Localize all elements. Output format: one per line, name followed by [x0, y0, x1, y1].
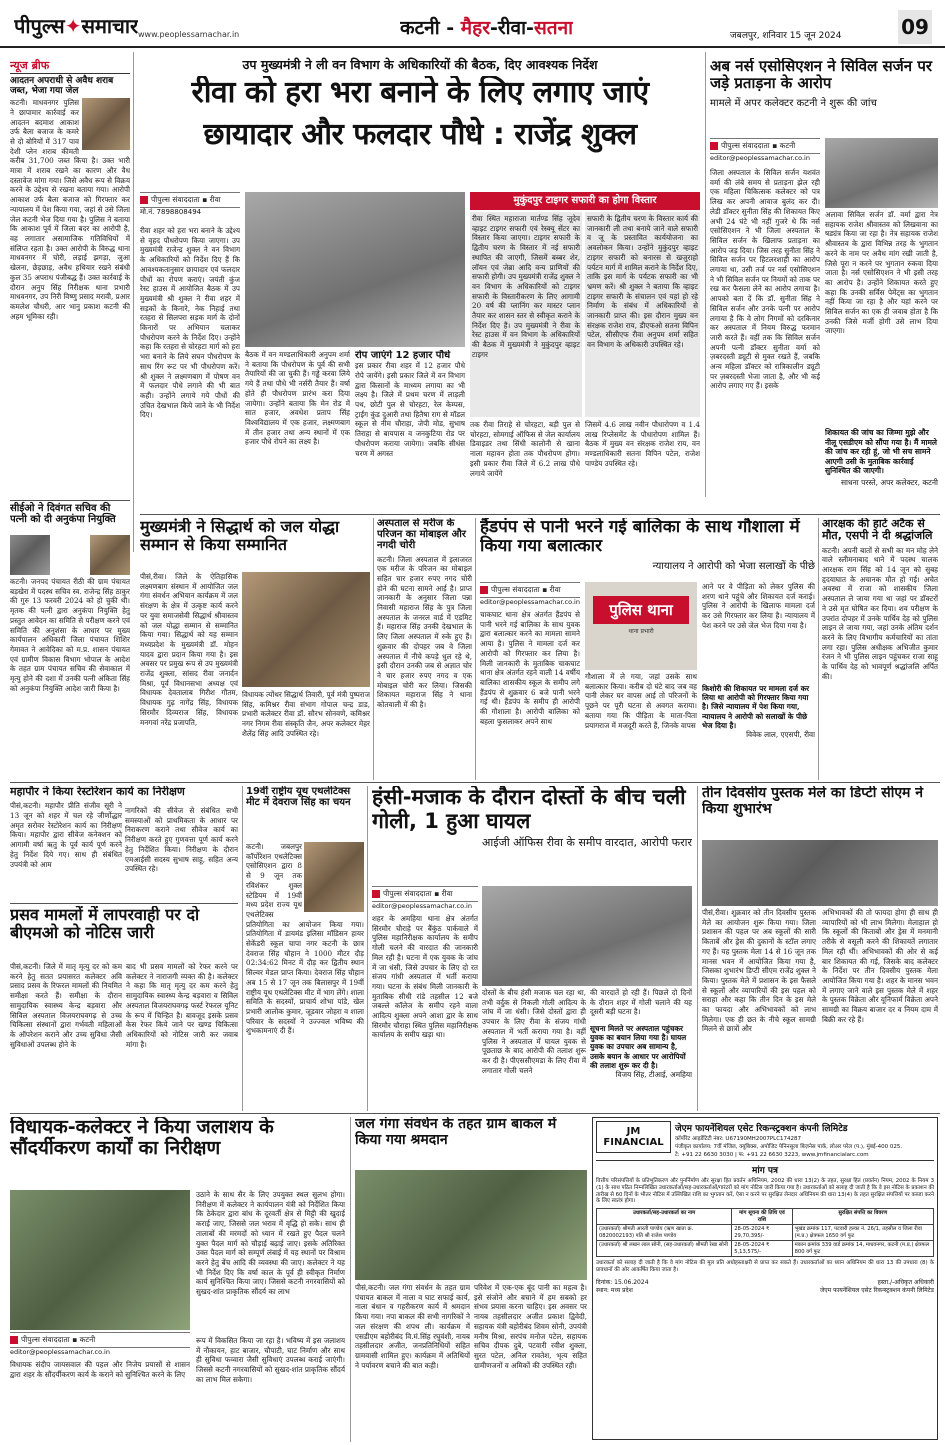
newspaper-logo: पीपुल्स✦समाचार: [14, 14, 139, 38]
nurse-subhead: मामले में अपर कलेक्टर कटनी ने शुरू की जांच: [710, 97, 877, 109]
hospital-theft-body: कटनी। जिला अस्पताल में इलाजरत एक मरीज के परिजन का मोबाइल सहित चार हजार रुपए नगद चोरी होने की घटना सामने आई है। प्राप्त जानकारी के अनुसार जिला पन्ना निवासी महाराज सिंह के पुत्र जिला अस्पताल के जनरल वार्ड में एडमिट हैं। महाराज सिंह उनकी देखभाल के लिए जिला अस्पताल में रुके हुए हैं। शुक्रवार की दोपहर जब वे जिला अस्पताल में नीचे कपड़े धुल रहे थे, इसी दौरान उनकी जब से अज्ञात चोर ने चार हजार रुपए नगद व एक मोबाइल चोरी कर लिया। जिसकी शिकायत महाराज सिंह ने थाना कोतवाली में की है।: [377, 554, 472, 710]
handpump-headline: हैंडपंप से पानी भरने गई बालिका के साथ गौशाला में किया गया बलात्कार: [480, 518, 800, 557]
section-rule: [10, 1113, 940, 1114]
meeting-photo: [245, 192, 465, 347]
handpump-subhead: न्यायालय ने आरोपी को भेजा सलाखों के पीछे: [652, 561, 815, 573]
star-icon: ✦: [64, 14, 82, 38]
notice-footer: उधारकर्ता को सलाह दी जाती है कि वे मांग नोटिस की मूल प्रति अधोहस्ताक्षरी से प्राप्त कर सकते हैं। उधारकर्ताओं का ध्यान अधिनियम की धारा 13 की उपधारा (8) के प्रावधानों की ओर आकर्षित किया जाता है।: [596, 1260, 934, 1273]
lead-photo-caption: बैठक में वन मण्डलाधिकारी अनुपम शर्मा ने बताया कि पौधरोपण के पूर्व की सभी तैयारियों की जा चुकी हैं। गड्ढे करवा लिये गये हैं तथा पौधे भी नर्सरी तैयार हैं। वर्षा होते ही पौधरोपण प्रारंभ करा दिया जायेगा। उन्होंने बताया कि मेन रोड में सात हजार, अवधेश प्रताप सिंह विश्वविद्यालय में एक हजार, लक्ष्मणबाग में तीन हजार तथा अन्य स्थानों में एक हजार पौधे रोपने का लक्ष्य है।: [245, 350, 350, 447]
athlete-body: कटनी। जबलपुर कॉर्पोरेशन एथलेटिक्स एसोसिएशन द्वारा 8 से 9 जून तक रविशंकर शुक्ल स्टेडियम में 19वीं मध्य प्रदेश राज्य यूथ एथलेटिक्स प्रतियोगिता का आयोजन किया गया। प्रतियोगिता में डायमंड इलिसा मॉडिसन हायर सेकेंडरी स्कूल चापा नगर कटनी के छात्र देवराज सिंह चौहान ने 1000 मीटर दौड़ 02:34:62 मिनट में दौड़ कर द्वितीय स्थान सिल्वर मेडल प्राप्त किया। देवराज सिंह चौहान अब 15 से 17 जून तक बिलासपुर में 19वीं राष्ट्रीय यूथ एथलेटिक्स मीट में भाग लेंगे। शाला समिति के सदस्यों, प्राचार्य शोभा पांडे, खेल प्रभारी आलोक कुमार, जूडवार जोहरा व शाला परिवार के सदस्यों ने उज्ज्वल भविष्य की शुभकामनाएं दी हैं।: [246, 842, 364, 1036]
news-brief-label: न्यूज ब्रीफ: [10, 58, 130, 74]
police-station-photo: पुलिस थाना थाना प्रभारी: [585, 582, 697, 670]
mayor-story: महापौर ने किया रेस्टोरेशन कार्य का निरीक्षण पीसं,कटनी। महापौर प्रीति संजीव सूरी ने 13 जून को शहर में चल रहे जीर्णोद्धार अमृत सरोवर रेस्टोरेशन कार्य का निरीक्षण किया। महापौर द्वारा सीवेज कनेक्शन को आगामी वर्षा ऋतु के पूर्व कार्य पूर्ण करने हेतु निर्देश दिये गए। साथ ही संबंधित उपयंत्री को आम: [10, 786, 238, 901]
lead-sub-story: रोप जाएंगे 12 हजार पौधे इस प्रकार रीवा शहर में 12 हजार पौधे रोपे जायेंगे। इसी प्रकार जिले में वन विभाग द्वारा किसानों के माध्यम लगाया का भी लक्ष्य है। जिले में प्रथम चरण में लाड़ली पथ, छोटी पुल से चोरहटा, रेल केम्पस, ट्राईंग कुंड दुआरी तथा हितैषा राग से मॉडल स्कूल से नीम चौराहा, जेपी मोड, सुभाष तिराहा से बायपास व जनकुटिया रोड पर पौधरोपण कराया जायेगा। जबकि सीधंस चरण में अगस्त: [355, 350, 465, 458]
prasav-body-2: बाद भी प्रसव मामलों को रेफर करने पर कलेक्टर ने नाराजगी व्यक्त की है। कलेक्टर ने कहा कि मातृ मृत्यु दर कम करने हेतु सामुदायिक स्वास्थ्य केन्द्र बड़वारा व सिविल अस्पताल विजयराघवगढ़ फर्स्ट रेफरल यूनिट के रूप में चिन्हित है। बावजूद इसके प्रसव केस रेफर किये जाने पर खण्ड चिकित्सा अधिकारियों को नोटिस जारी कर जवाब मांगा है।: [126, 962, 238, 1049]
handpump-quote: किशोरी की शिकायत पर मामला दर्ज कर लिया था आरोपी को गिरफ्तार किया गया है। जिसे न्यायालय में पेश किया गया, न्यायालय ने आरोपी को सलाखों के पीछे भेज दिया है। विवेक लाल, एएसपी, रीवा: [702, 684, 815, 740]
cm-story-head: [140, 518, 370, 570]
tiger-safari-col-3: जिसमें 4.6 लाख नवीन पौधारोपण व 1.4 लाख रिप्लेसमेंट के पौधारोपण शामिल हैं। बैठक में मुख्य वन संरक्षक राजेश राय, वन मण्डलाधिकारी सतना विपिन पटेल, राजेश पाण्डेय उपस्थित रहे।: [585, 420, 700, 468]
prasav-headline: प्रसव मामलों में लापरवाही पर दो बीएमओ को नोटिस जारी: [10, 906, 200, 942]
edition-cities: कटनी - मैहर-रीवा-सतना: [400, 17, 574, 39]
shramdan-photo: [355, 1170, 587, 1280]
cm-award-photo: [242, 572, 370, 687]
column-rule: [818, 518, 819, 780]
jal-body: पीसं,कटनी। जल गंगा संवर्धन के तहत ग्राम पंचायत बाकल में नाला व घाट सफाई कार्य, नाला बंधान व गहरीकरण कार्य में श्रमदान किया गया। नपा बाकल की सभी नागरिकों ने जल संरक्षण की शपथ ली। कार्यक्रम में एसडीएम बहोरीबंद वि.मं.सिंह रघुवंशी, नायब तहसीलदार अजीत, जनप्रतिनिधियों सहित ग्रामवासी शामिल हुए। कार्यक्रम में अतिथियों ने पर्यावरण बचाने की बात कही।: [355, 1283, 470, 1370]
column-rule: [133, 52, 134, 552]
website-url: www.peoplessamachar.in: [138, 30, 240, 39]
lead-body: रीवा शहर को हरा भरा बनाने के उद्देश्य से वृहद पौधरोपण किया जाएगा। उप मुख्यमंत्री राजेन्द्र शुक्ल ने वन विभाग के अधिकारियों को निर्देश दिए हैं कि आवश्यकतानुसार छायादार एवं फलदार पौधों का रोपण कराएं। जयंती कुंज रेस्ट हाउस में आयोजित बैठक में उप मुख्यमंत्री श्री शुक्ल ने रीवा शहर में सड़कों के किनारे, नेक निहाई तथा रतहरा से सिलपरा सड़क मार्ग के दोनों किनारों पर अभियान चलाकर पौधरोपण करने के निर्देश दिए। उन्होंने कहा कि रतहरा से चोरहटा मार्ग को हरा भरा बनाने के लिये सघन पौधरोपण के साथ रिंग रूट पर भी पौधरोपण करें। श्री शुक्ल ने लक्ष्मणबाग में पोषण वन में फलदार पौधे लगाने की भी बात कही। उन्होंने लगाये गये पौधों की उचित देखभाल किये जाने के भी निर्देश दिए।: [140, 226, 240, 420]
jm-financial-logo: JM FINANCIAL: [596, 1121, 671, 1153]
table-row: (उधारकर्ता) श्रीमती आरती पाण्डेय (ऋण खाता क्र. 0820002193) पति श्री राजेश पाण्डेय 28-05-2024 ₹ 29,70,395/- भूखंड क्रमांक 117, पटवारी हल्का नं. 26/1, तहसील व जिला रीवा (म.प्र.) क्षेत्रफल 1650 वर्ग फुट: [597, 1225, 934, 1241]
notice-table: उधारकर्ता/सह-उधारकर्ता का नाम मांग सूचना की तिथि एवं राशि सुरक्षित संपत्ति का विवरण (उधारकर्ता) श्रीमती आरती पाण्डेय (ऋण खाता क्र. 0820002193) पति श्री राजेश पाण्डेय 28-05-2024 ₹ 29,70,395/- भूखंड क्रमांक 117, पटवारी हल्का नं. 26/1, तहसील व जिला रीवा (म.प्र.) क्षेत्रफल 1650 वर्ग फुट (उधारकर्ता) श्री लखन लाल सोनी, (सह-उधारकर्ता) श्रीमती रेखा सोनी 28-05-2024 ₹ 5,13,575/- मकान क्रमांक 339 वार्ड क्रमांक 14, माधवनगर, कटनी (म.प्र.) क्षेत्रफल 800 वर्ग फुट: [596, 1208, 934, 1257]
jm-financial-notice: JM FINANCIAL जेएम फायनेंशियल एसेट रिकन्स्ट्रक्शन कंपनी लिमिटेड कॉर्पोरेट आइडेंटिटी नंबर: U67190MH2007PLC174287 पंजीकृत कार्यालय: 7वीं मंजिल, क्यूबिक्स, अपोजिट पेनिनसुला बिज़नेस पार्क, लोअर परेल (प.), मुंबई-400 025. टे: +91 22 6630 3030 | फ: +91 22 6630 3223, www.jmfinancialarc.com मांग पत्र वित्तीय परिसंपत्तियों के प्रतिभूतिकरण और पुनर्निर्माण और सुरक्षा हित प्रवर्तन अधिनियम, 2002 की धारा 13(2) के तहत, सुरक्षा हित (प्रवर्तन) नियम, 2002 के नियम 3 (1) के साथ पठित निम्नलिखित उधारकर्ताओं/सह-उधारकर्ताओं/गारंटरों को मांग नोटिस जारी किया गया है। उधारकर्ताओं को सलाह दी जाती है कि वे इस नोटिस के प्रकाशन की तारीख से 60 दिनों के भीतर नोटिस में उल्लिखित राशि का भुगतान करें, ऐसा न करने पर सुरक्षित लेनदार अधिनियम की धारा 13(4) के तहत सुरक्षित संपत्तियों पर कब्जा करने के लिए स्वतंत्र होगा। उधारकर्ता/सह-उधारकर्ता का नाम मांग सूचना की तिथि एवं राशि सुरक्षित संपत्ति का विवरण (उधारकर्ता) श्रीमती आरती पाण्डेय (ऋण खाता क्र. 0820002193) पति श्री राजेश पाण्डेय 28-05-2024 ₹ 29,70,395/- भूखंड क्रमांक 117, पटवारी हल्का नं. 26/1, तहसील व जिला रीवा (म.प्र.) क्षेत्रफल 1650 वर्ग फुट (उधारकर्ता) श्री लखन लाल सोनी, (सह-उधारकर्ता) श्रीमती रेखा सोनी 28-05-2024 ₹ 5,13,575/- मकान क्रमांक 339 वार्ड क्रमांक 14, माधवनगर, कटनी (म.प्र.) क्षेत्रफल 800 वर्ग फुट उधारकर्ता को सलाह दी जाती है कि वे मांग नोटिस की मूल प्रति अधोहस्ताक्षरी से प्राप्त कर सकते हैं। उधारकर्ताओं का ध्यान अधिनियम की धारा 13 की उपधारा (8) के प्रावधानों की ओर आकर्षित किया जाता है। दिनांक: 15.06.2024 स्थान: मध्य प्रदेश हस्ता./-अधिकृत अधिकारी जेएम फायनेंशियल एसेट रिकन्स्ट्रक्शन कंपनी लिमिटेड: [592, 1117, 938, 1440]
nurse-headline: अब नर्स एसोसिएशन ने सिविल सर्जन पर जड़े प्रताड़ना के आरोप: [710, 58, 932, 92]
byline-mark-icon: [372, 890, 380, 898]
accused-photo: [82, 98, 130, 150]
notice-company: जेएम फायनेंशियल एसेट रिकन्स्ट्रक्शन कंपनी लिमिटेड: [675, 1124, 848, 1134]
brief-body-2: कटनी। जनपद पंचायत रीठी की ग्राम पंचायत बड़खेरा में पदस्थ सचिव स्व. राजेन्द्र सिंह ठाकुर की गुरु 13 फरवरी 2024 को हो चुकी थी। मृतक की पत्नी द्वारा अनुकंपा नियुक्ति हेतु प्रस्तुत आवेदन का समिति से परीक्षण करने एवं समिति की अनुशंसा के आधार पर मुख्य कार्यपालन अधिकारी जिला पंचायत शिशिर गेमावत ने आवेदिका को म.प्र. शासन पंचायत एवं ग्रामीण विकास विभाग भोपाल के आदेश के तहत ग्राम पंचायत सचिव की सेवाकाल में मृत्यु होने की दशा में उनकी पत्नी अंकिता सिंह को अनुकंपा नियुक्ति आदेश जारी किया है।: [10, 577, 130, 693]
column-rule: [373, 518, 374, 780]
handpump-body-3: आने पर वे पीड़िता को लेकर पुलिस की शरण थाने पहुंचे और शिकायत दर्ज कराई। पुलिस ने आरोपी के खिलाफ मामला दर्ज कर उसे गिरफ्तार कर लिया है। न्यायालय में पेश करने पर उसे जेल भेज दिया गया है।: [702, 582, 815, 630]
column-rule: [475, 518, 476, 780]
nurse-quote: शिकायत की जांच का जिम्मा मुझे और नीलू एसडीएम को सौंपा गया है। मैं मामले की जांच कर रही हूं, जो भी सच सामने आएगी उसी के मुताबिक कार्रवाई सुनिश्चित की जाएगी। साधना परस्ते, अपर कलेक्टर, कटनी: [825, 428, 938, 487]
byline-mark-icon: [140, 196, 148, 204]
book-fair-body-2: अभिभावकों की तो फायदा होगा ही साथ ही व्यापारियों को भी लाभ मिलेगा। मेलाहाल हो कि स्कूलों की किताबों और ड्रेस में मनमानी तरीके से वसूली करने की शिकायतें लगातार मिल रही थीं। अभिभावकों की ओर से कई बार शिकायत की गई, जिसके बाद कलेक्टर के निर्देश पर तीन दिवसीय पुस्तक मेला आयोजित किया गया है। शहर के मानस भवन में लगाए जाने वाले इस पुस्तक मेले में शहर के पुस्तक विक्रेता और यूनिफार्म विक्रेता अपने सामग्री का विक्रय बाजार दर व नियम दाम में बिक्री कर रहे हैं।: [822, 908, 938, 1024]
police-station-sign: पुलिस थाना: [593, 596, 689, 624]
jal-body-2: परिवेश में एक-एक बूंद पानी का महत्व है। इसे संजोने और बचाने में हम सबको हर संभव प्रयास करना चाहिए। इस अवसर पर नायब तहसीलदार अजीत प्रकाश द्विवेदी, सहायक यंत्री बहोरीबंद शिवम सोनी, उपयंत्री मनीष मिश्रा, सरपंच मनोज पटेल, सहायक सचिव दीपक दुबे, पटवारी रवीश शुक्ला, सुरत पटेल, अनिल रावतेश, भृत्य सहित ग्रामीणजनों व अमिकों की उपस्थित रही।: [474, 1283, 587, 1370]
reporter-mobile: मो.नं. 7898808494: [140, 208, 202, 216]
brief-story-2: [10, 535, 130, 780]
mla-headline: विधायक-कलेक्टर ने किया जलाशय के सौंदर्यीकरण कार्यों का निरीक्षण: [10, 1117, 274, 1160]
book-fair-headline: तीन दिवसीय पुस्तक मेले का डिप्टी सीएम ने किया शुभारंभ: [702, 786, 924, 817]
mla-email: editor@peoplessamachar.co.in: [10, 1348, 110, 1356]
heart-attack-body: कटनी। अपनी बातों से सभी का मन मोह लेने वाले स्लीमनाबाद थाने में पदस्थ चालक आरक्षक राम सिंह को 14 जून को सुबह हृदयाघात के अचानक मौत हो गई। अचेत अवस्था में राजा को शासकीय जिला अस्पताल ले जाया गया था जहां पर डॉक्टरों ने उसे मृत घोषित कर दिया। शव परीक्षण के उपरांत दोपहर में उनके पार्थिव देह को पुलिस लाइन ले जाया गया, जहां उनके अंतिम दर्शन करने के लिए विभागीय कर्मचारियों का तांता लगा रहा। पुलिस अधीक्षक अभिजीत कुमार रंजन ने भी पुलिस लाइन पहुंचकर राजा साहू के पार्थिव देह को भावपूर्ण श्रद्धांजलि अर्पित की।: [822, 545, 938, 681]
handpump-story-head: [480, 518, 815, 578]
column-rule: [697, 786, 698, 1111]
lake-inspection-photo: [10, 1190, 190, 1330]
shot-body-3: की वारदातें हो रही हैं। पिछले दो दिनों के दौरान शहर में गोली चलाने की यह दूसरी बड़ी घटना है।: [590, 988, 692, 1017]
hospital-injured-photo: [482, 886, 692, 986]
cm-caption: विधायक त्योंथर सिद्धार्थ तिवारी, पूर्व मंत्री पुष्पराज सिंह, कमिश्नर रीवा संभाग गोपाल चन्द्र डाड, प्रभारी कलेक्टर रीवा डॉ. सौरभ सोनवणे, कमिश्नर नगर निगम रीवा संस्कृति जैन, अपर कलेक्टर मेहर शैलेंद्र सिंह आदि उपस्थित रहे।: [242, 690, 370, 738]
notice-title: मांग पत्र: [752, 1166, 778, 1176]
byline-mark-icon: [710, 142, 718, 150]
byline-mark-icon: [480, 586, 488, 594]
mayor-body-2: नागरिकों की सीवेज से संबंधित सभी समस्याओं को प्राथमिकता के आधार पर निराकरण कराने तथा सीवेज कार्य का निरीक्षण करते हुए गुणवत्ता पूर्ण कार्य करने हेतु निर्देशित किया। निरीक्षण के दौरान एमआईसी सदस्य सुभाष साहू, सहित अन्य उपस्थित रहे।: [125, 806, 238, 874]
shot-subhead: आईजी ऑफिस रीवा के समीप वारदात, आरोपी फरार: [482, 836, 692, 850]
dateline: जबलपुर, शनिवार 15 जून 2024: [730, 31, 842, 41]
lead-byline: पीपुल्स संवाददाता ▪ रीवा मो.नं. 7898808494: [140, 192, 240, 222]
nurse-email: editor@peoplessamachar.co.in: [710, 154, 810, 162]
section-rule: [10, 903, 238, 904]
appointment-photo-1: [10, 535, 50, 575]
book-fair-photo: [702, 840, 938, 906]
prasav-body: पीसं,कटनी। जिले में मातृ मृत्यु दर को कम करने हेतु सतत प्रयासरत कलेक्टर अवि प्रसाद प्रसव के रिफरल मामलों की नियमित समीक्षा करते हैं। समीक्षा के दौरान सामुदायिक स्वास्थ्य केन्द्र बड़वारा और सिविल अस्पताल विजयराघवगढ़ से उच्च चिकित्सा संस्थानों द्वारा गर्भवती महिलाओं के ऑपरेशन कराने और उच्च सुविधा जैसी सुविधाओं उपलब्ध होने के: [10, 962, 122, 1049]
mla-body: विधायक संदीप जायसवाल की पहल और निजेय प्रयासों से शासन द्वारा शहर के सौंदर्यीकरण कार्य के कराने को सुनिश्चित करने के लिए: [10, 1360, 190, 1379]
shot-quote: सूचना मिलते पर अस्पताल पहुंचकर युवक का बयान लिया गया है। घायल युवक का उपचार अब सामान्य है, उसके बयान के आधार पर आरोपियों की तलाश शुरू कर दी है। विजय सिंह, टीआई, अमहिया: [590, 1024, 692, 1080]
brief-body-1: कटनी। माधवनगर पुलिस ने छापामार कार्रवाई कर आदतन बदमाश आकाश उर्फ बैला बजाज के कमरे से दो बोरियों में 317 पाव देशी प्लेन शराब कीमती करीब 31,700 जब्त किया है। उक्त भारी मात्रा में शराब रखने का कारण और वैध दस्तावेज मांगा गया। जिसे अवैध रूप से विक्रय करने के उद्देश्य से रखना बताया गया। आरोपी आकाश उर्फ बैला बजाज को गिरफ्तार कर न्यायालय में पेश किया गया, जहां से उसे जिला जेल कटनी भेज दिया गया है। पुलिस ने बताया कि आकाश पूर्व में जिला बदर का आरोपी है, वह लगातार असामाजिक गतिविधियों में संलिप्त रहता है। उक्त आरोपी के विरुद्ध थाना माधवनगर में चोरी, लड़ाई झगड़ा, जुआ खेलना, छेड़छाड़, अवैध हथियार रखने संबंधी कुल 35 अपराध पंजीबद्ध हैं। उक्त कार्रवाई के दौरान अनुप सिंह निरीक्षक थाना प्रभारी माधवनगर, उप निरी विष्णु प्रसाद मरावी, प्रआर कमलेश चौधरी, आर भानु प्रकाश कटनी की अहम भूमिका रही।: [10, 98, 130, 321]
section-rule: [10, 782, 940, 783]
shot-body: शहर के अमहिया थाना क्षेत्र अंतर्गत सिरमौर चौराहे पर बैंकुंठ पार्कवाले में पुलिस महानिरीक्षक कार्यालय के समीप गोली चलने की वारदात की जानकारी मिल रही है। घटना में एक युवक के जांघ में जा धंसी, जिसे उपचार के लिए दो रत संजय गांधी अस्पताल में भर्ती कराया गया। घटना के संबंध मिली जानकारी के मुताबिक सीधी रांडे तहसील 12 बजे जबल्ले कॉलेज के समीप रहने वाला आदित्य शुक्ला अपने आशा द्वार के साथ सिरमौर चौराहा स्थित पुलिस महानिरीक्षक कार्यालय के समीप खड़ा था।: [372, 914, 478, 1040]
complaint-letter-photo: [825, 138, 938, 208]
nurse-byline: पीपुल्स संवाददाता ▪ कटनी editor@peoplessamachar.co.in: [710, 138, 820, 164]
appointment-photo-2: [90, 535, 130, 575]
lead-headline-line-2: छायादार और फलदार पौधे : राजेंद्र शुक्ल: [203, 116, 637, 152]
mayor-headline: महापौर ने किया रेस्टोरेशन कार्य का निरीक्षण: [10, 786, 185, 798]
brief-headline-2: सीईओ ने दिवंगत सचिव की पत्नी को दी अनुकंपा नियुक्ति: [10, 503, 116, 526]
tiger-safari-col-1: रीवा स्थित महाराजा मार्तण्ड सिंह जूदेव व्हाइट टाइगर सफारी एवं रेस्क्यू सेंटर का विस्तार किया जाएगा। टाइगर सफारी के द्वितीय चरण के विस्तार में नई सफारी स्थापित की जाएगी, जिसमें बब्बर शेर, लॉयन एवं जेब्रा आदि वन्य प्राणियों की सफारी होगी। उप मुख्यमंत्री राजेंद्र शुक्ल ने वन विभाग के अधिकारियों को टाइगर सफारी के विस्तारीकरण के लिए आगामी 20 वर्ष की प्लानिंग कर मास्टर प्लान तैयार कर शासन स्तर से स्वीकृत कराने के निर्देश दिए हैं। उप मुख्यमंत्री ने रीवा के रेस्ट हाउस में वन विभाग के अधिकारियों की बैठक में मुख्यमंत्री ने मुकुंदपुर व्हाइट टाइगर: [470, 212, 582, 417]
cm-body: पीसं,रीवा। जिले के ऐतिहासिक लक्ष्मणबाग संस्थान में आयोजित जल गंगा संवर्धन अभियान कार्यक्रम में जल संरक्षण के क्षेत्र में उत्कृष्ट कार्य करने पर युवा समाजसेवी सिद्धार्थ श्रीवास्तव को जल योद्धा सम्मान से सम्मानित किया गया। सिद्धार्थ को यह सम्मान मध्यप्रदेश के मुख्यमंत्री डॉ. मोहन यादव द्वारा प्रदान किया गया है। इस अवसर पर प्रमुख रूप से उप मुख्यमंत्री राजेंद्र शुक्ला, सांसद रीवा जनार्दन मिश्रा, पूर्व विधानसभा अध्यक्ष एवं विधायक देवतालाब गिरीश गौतम, विधायक गुढ़ नागेंद्र सिंह, विधायक सिरमौर दिव्यराज सिंह, विधायक मनगवां नरेंद्र प्रजापति,: [140, 572, 238, 727]
shot-story-head: [372, 786, 692, 882]
handpump-body-2: गौशाला में ले गया, जहां उसके साथ बलात्कार किया। करीब दो घंटे बाद जब वह पानी लेकर घर वापस आई तो परिजनों के पूछने पर पूरी घटना से अवगत कराया। बताया गया कि पीड़िता के माता-पिता प्रयागराज में मजदूरी करते हैं, जिनके वापस: [585, 672, 697, 730]
lead-kicker: उप मुख्यमंत्री ने ली वन विभाग के अधिकारियों की बैठक, दिए आवश्यक निर्देश: [242, 57, 598, 72]
lead-headline: [140, 76, 700, 188]
mla-body-3: रूप में विकसित किया जा रहा है। भविष्य में इस जलाशय में नौकायन, हाट बाजार, चौपाटी, घाट निर्माण और साथ ही सुविधा फव्वारा जैसी सुविधाएं उपलब्ध कराई जाएंगी। जिससे कटनी नगरवासियों को सुखद-शांत प्राकृतिक सौंदर्य का लाभ मिल सकेगा।: [196, 1336, 345, 1384]
heart-attack-headline: आरक्षक की हार्ट अटैक से मौत, एसपी ने दी श्रद्धांजलि: [822, 518, 933, 543]
shot-email: editor@peoplessamachar.co.in: [372, 902, 472, 910]
prasav-story-head: [10, 906, 238, 960]
mla-story-head: [10, 1117, 345, 1189]
column-rule: [367, 786, 368, 1111]
nurse-story-head: [710, 58, 938, 138]
masthead: [0, 0, 945, 48]
section-rule: [140, 514, 940, 515]
cm-headline: मुख्यमंत्री ने सिद्धार्थ को जल योद्धा सम्मान से किया सम्मानित: [140, 518, 340, 554]
book-fair-head: [702, 786, 938, 840]
athlete-story-head: [246, 786, 364, 840]
tiger-safari-band: मुकुंदपुर टाइगर सफारी का होगा विस्तार: [470, 192, 700, 210]
nurse-body-2: अलावा सिविल सर्जन डॉ. वर्मा द्वारा नेत्र सहायक राजेश श्रीवास्तव को लिखवाना का षड्यंत्र किया जा रहा है। नेत्र सहायक राजेश श्रीवास्तव के द्वारा विभिन्न तरह के भुगतान करने के नाम पर अवैध मांग रखी जाती है, जिसे पूरा न करने पर भुगतान रुकवा दिया जाता है। नर्स एसोसिएशन ने भी इसी तरह का आरोप है। उन्होंने शिकायत करते हुए कहा कि उनकी सर्विस पेमेंट्स का भुगतान नहीं किया जा रहा है और यहां करने पर सिविल सर्जन का एक ही जवाब होता है कि उनकी जिसे मर्जी होगी उसे लाभ दिया जाएगा।: [825, 210, 938, 336]
shot-byline: पीपुल्स संवाददाता ▪ रीवा editor@peoplessamachar.co.in: [372, 886, 478, 912]
hospital-theft-story: [377, 518, 472, 780]
brief-headline-1: आदतन अपराधी से अवैध शराब जब्त, भेजा गया जेल: [10, 76, 114, 97]
table-row: (उधारकर्ता) श्री लखन लाल सोनी, (सह-उधारकर्ता) श्रीमती रेखा सोनी 28-05-2024 ₹ 5,13,575/- मकान क्रमांक 339 वार्ड क्रमांक 14, माधवनगर, कटनी (म.प्र.) क्षेत्रफल 800 वर्ग फुट: [597, 1241, 934, 1257]
handpump-email: editor@peoplessamachar.co.in: [480, 598, 580, 606]
tiger-safari-col-2: सफारी के द्वितीय चरण के विस्तार कार्य की जानकारी ली तथा बनाये जाने वाले सफारी व जू के प्रस्तावित कार्ययोजना का अवलोकन किया। उन्होंने मुकुंदपुर व्हाइट टाइगर सफारी को बनारस से खजुराहो पर्यटन मार्ग में शामिल कराने के निर्देश दिए, ताकि इस मार्ग के पर्यटक सफारी का भी भ्रमण करें। श्री शुक्ल ने बताया कि व्हाइट टाइगर सफारी के संचालन एवं यहां हो रहे निर्माण के संबंध में अधिकारियों से जानकारी प्राप्त की। इस दौरान मुख्य वन संरक्षक राजेश राय, डीएफओ सतना विपिन पटेल, सीसीएफ रीवा अनुपम शर्मा सहित वन विभाग के अधिकारी उपस्थित रहे।: [585, 212, 700, 417]
lead-subhead: रोप जाएंगे 12 हजार पौधे: [355, 350, 451, 361]
news-brief-column: [10, 58, 130, 553]
book-fair-body: पीसं,रीवा। शुक्रवार को तीन दिवसीय पुस्तक मेले का आयोजन शुरू किया गया। जिला प्रशासन की पहल पर अब स्कूलों की सारी किताबें और ड्रेस की दुकानों के स्टॉल लगाए गए हैं। यह पुस्तक मेला 14 से 16 जून तक मानस भवन में आयोजित किया गया है, जिसका शुभारंभ डिप्टी सीएम राजेंद्र शुक्ल ने किया। पुस्तक मेले में प्रशासन के इस फैसले से स्कूलों और व्यापारियों की इस पहल को सराहा और कहा कि तीन दिन के इस मेले का फायदा और अभिभावकों को लाभ मिलेगा। एक ही छत के नीचे स्कूल सामग्री मिलने से छात्रों और: [702, 908, 816, 1034]
jal-headline: जल गंगा संवर्धन के तहत ग्राम बाकल में किया गया श्रमदान: [355, 1117, 557, 1148]
jal-story-head: [355, 1117, 585, 1169]
athlete-headline: 19वीं राष्ट्रीय यूथ एथलेटिक्स मीट में देवराज सिंह का चयन: [246, 786, 351, 809]
lead-headline-line-1: रीवा को हरा भरा बनाने के लिए लगाए जाएं: [191, 76, 649, 110]
mla-body-2: उठाने के साथ सैर के लिए उपयुक्त स्थल सुलभ होगा। निरीक्षण में कलेक्टर ने कार्यपालन यंत्री को निर्देशित किया कि ठेकेदार द्वारा बांध के दूरवर्ती क्षेत्र से मिट्टी की खुदाई कराई जाए, जिससे जल भराव में वृद्धि हो सके। साथ ही तालाबों की मरमदों को ध्यान में रखते हुए पैदल चलने युक्त पैदल मार्ग को चौड़ाई बढ़ाई जाए। इसके अतिरिक्त उक्त पैदल मार्ग को सम्पूर्ण लंबाई में यह स्थानों पर विश्राम करने हेतु बेंच आदि की व्यवस्था की जाए। कलेक्टर ने यह भी निर्देश दिए कि वर्षा काल के पूर्व ही स्वीकृत निर्माण कार्य सुनिश्चित किया जाए। जिससे कटनी नगरवासियों को सुखद-शांत प्राकृतिक सौंदर्य का लाभ: [196, 1190, 345, 1297]
page-number: 09: [898, 10, 932, 44]
column-rule: [350, 1117, 351, 1442]
mla-byline: पीपुल्स संवाददाता ▪ कटनी editor@peoplessamachar.co.in: [10, 1332, 190, 1358]
lead-sub-body-2: तक रीवा तिराहे से चोरहटा, बड़ी पुल से चोरहटा, सोमगाई ऑफिस से जेल कार्यालय डिवाइडर तथा सिंधी कालोनी से खाना नाला महावन होता तक पौधरोपण होगा। इसी प्रकार रीवा जिले में 6.2 लाख पौधे लगाये जायेंगे: [470, 420, 580, 478]
column-rule: [242, 786, 243, 1111]
notice-text: वित्तीय परिसंपत्तियों के प्रतिभूतिकरण और पुनर्निर्माण और सुरक्षा हित प्रवर्तन अधिनियम, 2002 की धारा 13(2) के तहत, सुरक्षा हित (प्रवर्तन) नियम, 2002 के नियम 3 (1) के साथ पठित निम्नलिखित उधारकर्ताओं/सह-उधारकर्ताओं/गारंटरों को मांग नोटिस जारी किया गया है। उधारकर्ताओं को सलाह दी जाती है कि वे इस नोटिस के प्रकाशन की तारीख से 60 दिनों के भीतर नोटिस में उल्लिखित राशि का भुगतान करें, ऐसा न करने पर सुरक्षित लेनदार अधिनियम की धारा 13(4) के तहत सुरक्षित संपत्तियों पर कब्जा करने के लिए स्वतंत्र होगा।: [596, 1178, 934, 1205]
shot-body-2: दोस्तों के बीच हंसी मजाक चल रहा था, तभी वर्दुक से निकली गोली आदित्य के जांघ में जा धंसी। जिसे दोस्तों द्वारा ही उपचार के लिए रीवा के संजय गांधी अस्पताल में भर्ती कराया गया है। वहीं पुलिस ने अस्पताल में घायल युवक से पूछताछ के बाद आरोपी की तलाश शुरू कर दी है। पीएससीएमडा के लिए रीवा में लगातार गोली चलने: [482, 988, 586, 1075]
nurse-body: जिला अस्पताल के सिविल सर्जन यशवंत वर्मा की लंबे समय से प्रताड़ना झेल रही एक महिला चिकित्सक कलेक्टर को पत्र लिख कर अपनी आवाज बुलंद कर दी। लेडी डॉक्टर सुनीता सिंह की शिकायत किए अभी 24 घंटे भी नहीं गुजरे थे कि नर्स एसोसिएशन ने भी जिला अस्पताल के सिविल सर्जन के खिलाफ प्रताड़ना का आरोप जड़ दिया। जिस तरह सुनीता सिंह ने सिविल सर्जन पर हिटलरशाही का आरोप लगाया था, उसी तर्ज पर नर्स एसोसिएशन ने भी सिविल सर्जन पर नियमों को ताक पर रख कर फैसला लेने का आरोप लगाया है। आपको बता दें कि डॉ. सुनीता सिंह ने सिविल सर्जन और उनके पत्नी पर आरोप लगाया है कि वे लोग निगमों को दरकिनार कर अस्पताल में नियम विरुद्ध फरमान जारी करते हैं। वहीं तक कि सिविल सर्जन अपनी पत्नी डॉक्टर सुनीता वर्मा को ज़बरदस्ती ड्यूटी से मुक्त रखते हैं, जबकि अन्य महिला डॉक्टर को रात्रिकालीन ड्यूटी पर ज़बरदस्ती भेजा जाता है, और भी कई आरोप लगाए गए हैं। इसके: [710, 168, 820, 391]
heart-attack-story: [822, 518, 938, 780]
shot-headline: हंसी-मजाक के दौरान दोस्तों के बीच चली गोली, 1 हुआ घायल: [372, 786, 686, 833]
handpump-byline: पीपुल्स संवाददाता ▪ रीवा editor@peoplessamachar.co.in: [480, 582, 580, 608]
column-rule: [705, 52, 706, 497]
hospital-theft-headline: अस्पताल से मरीज के परिजन का मोबाइल और नगदी चोरी: [377, 518, 466, 552]
handpump-body: चाकघाट थाना क्षेत्र अंतर्गत हैंडपंप से पानी भरने गई बालिका के साथ युवक द्वारा बलात्कार करने का मामला सामने आया है। पुलिस ने मामला दर्ज कर आरोपी को गिरफ्तार कर लिया है। मिली जानकारी के मुताबिक चाकघाट थाना क्षेत्र अंतर्गत रहने वाली 14 वर्षीय बालिका शासकीय स्कूल के समीप लगे हैंडपंप से शुक्रवार 6 बजे पानी भरने गई थी। हैंडपंप के समीप ही आरोपी की गौशाला है। आरोपी बालिका को बहला फुसलाकर अपने साथ: [480, 610, 580, 726]
byline-mark-icon: [10, 1336, 18, 1344]
